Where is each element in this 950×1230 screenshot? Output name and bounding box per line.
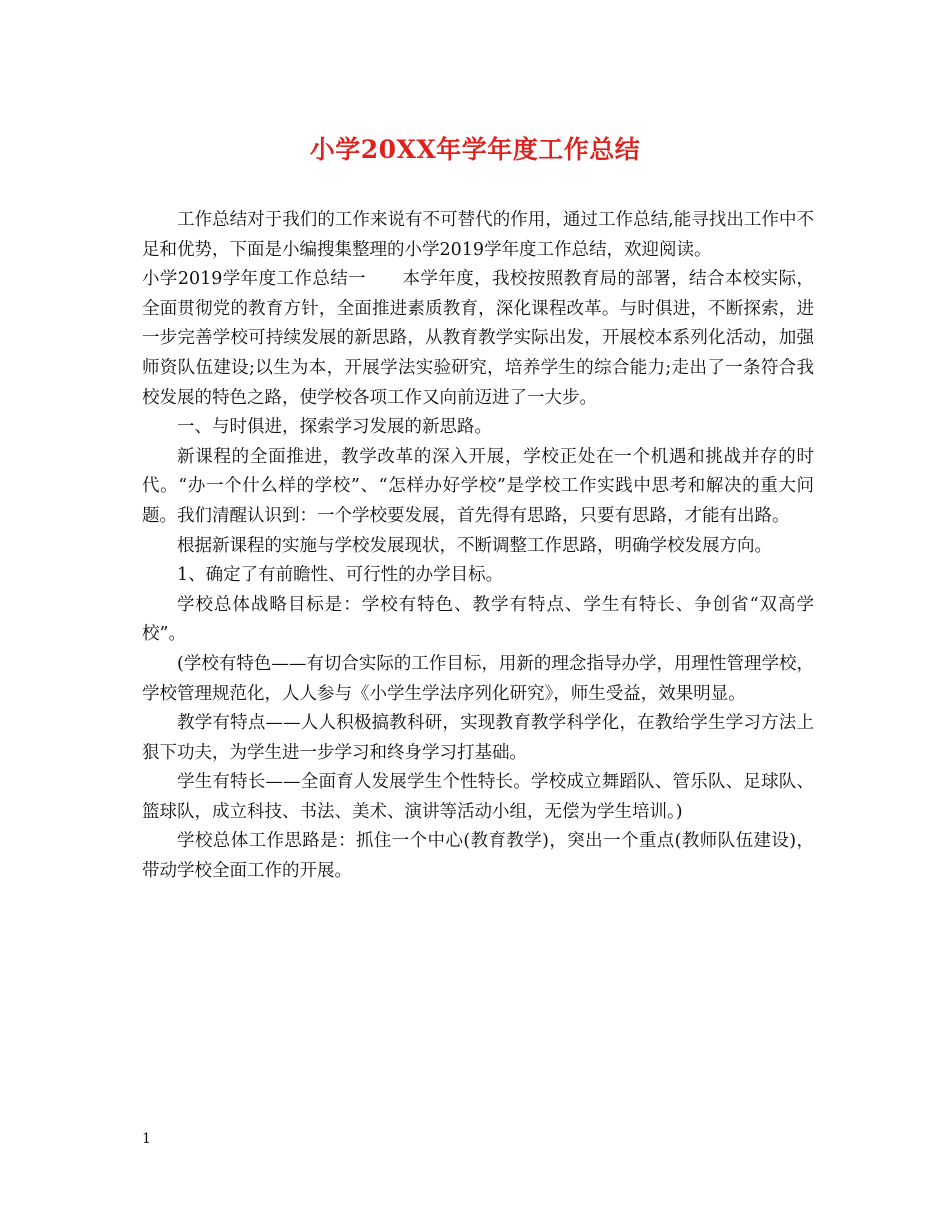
section-paragraph <box>142 265 814 413</box>
body-paragraph: 学校总体战略目标是：学校有特色、教学有特点、学生有特长、争创省“双高学校”。 <box>142 594 814 645</box>
document-body <box>142 206 814 887</box>
body-paragraph: 根据新课程的实施与学校发展现状，不断调整工作思路，明确学校发展方向。 <box>177 535 772 556</box>
subheading-paragraph: 1、确定了有前瞻性、可行性的办学目标。 <box>177 565 504 586</box>
body-paragraph: (学校有特色——有切合实际的工作目标，用新的理念指导办学，用理性管理学校，学校管理规范化，人人参与《小学生学法序列化研究》，师生受益，效果明显。 <box>142 653 814 704</box>
section-label: 小学2019学年度工作总结一 <box>142 269 367 290</box>
intro-paragraph: 工作总结对于我们的工作来说有不可替代的作用，通过工作总结,能寻找出工作中不足和优势，下面是小编搜集整理的小学2019学年度工作总结，欢迎阅读。 <box>142 210 814 260</box>
body-paragraph: 教学有特点——人人积极搞教科研，实现教育教学科学化，在教给学生学习方法上狠下功夫，为学生进一步学习和终身学习打基础。 <box>142 713 814 763</box>
section-text: 本学年度，我校按照教育局的部署，结合本校实际，全面贯彻党的教育方针，全面推进素质教育，深化课程改革。与时俱进，不断探索，进一步完善学校可持续发展的新思路，从教育教学实际出发，开展校本系列化活动，加强师资队伍建设;以生为本，开展学法实验研究，培养学生的综合能力;走出了一条符合我校发展的特色之路，使学校各项工作又向前迈进了一大步。 <box>142 269 814 408</box>
page-number: 1 <box>142 1131 151 1147</box>
page-title: 小学20XX年学年度工作总结 <box>309 135 641 164</box>
heading-paragraph: 一、与时俱进，探索学习发展的新思路。 <box>177 417 492 438</box>
body-paragraph: 新课程的全面推进，教学改革的深入开展，学校正处在一个机遇和挑战并存的时代。“办一个什么样的学校”、“怎样办好学校”是学校工作实践中思考和解决的重大问题。我们清醒认识到：一个学校要发展，首先得有思路，只要有思路，才能有出路。 <box>142 446 814 526</box>
body-paragraph: 学校总体工作思路是：抓住一个中心(教育教学)，突出一个重点(教师队伍建设)，带动学校全面工作的开展。 <box>142 831 814 882</box>
body-paragraph: 学生有特长——全面育人发展学生个性特长。学校成立舞蹈队、管乐队、足球队、篮球队，成立科技、书法、美术、演讲等活动小组，无偿为学生培训。) <box>142 772 814 822</box>
